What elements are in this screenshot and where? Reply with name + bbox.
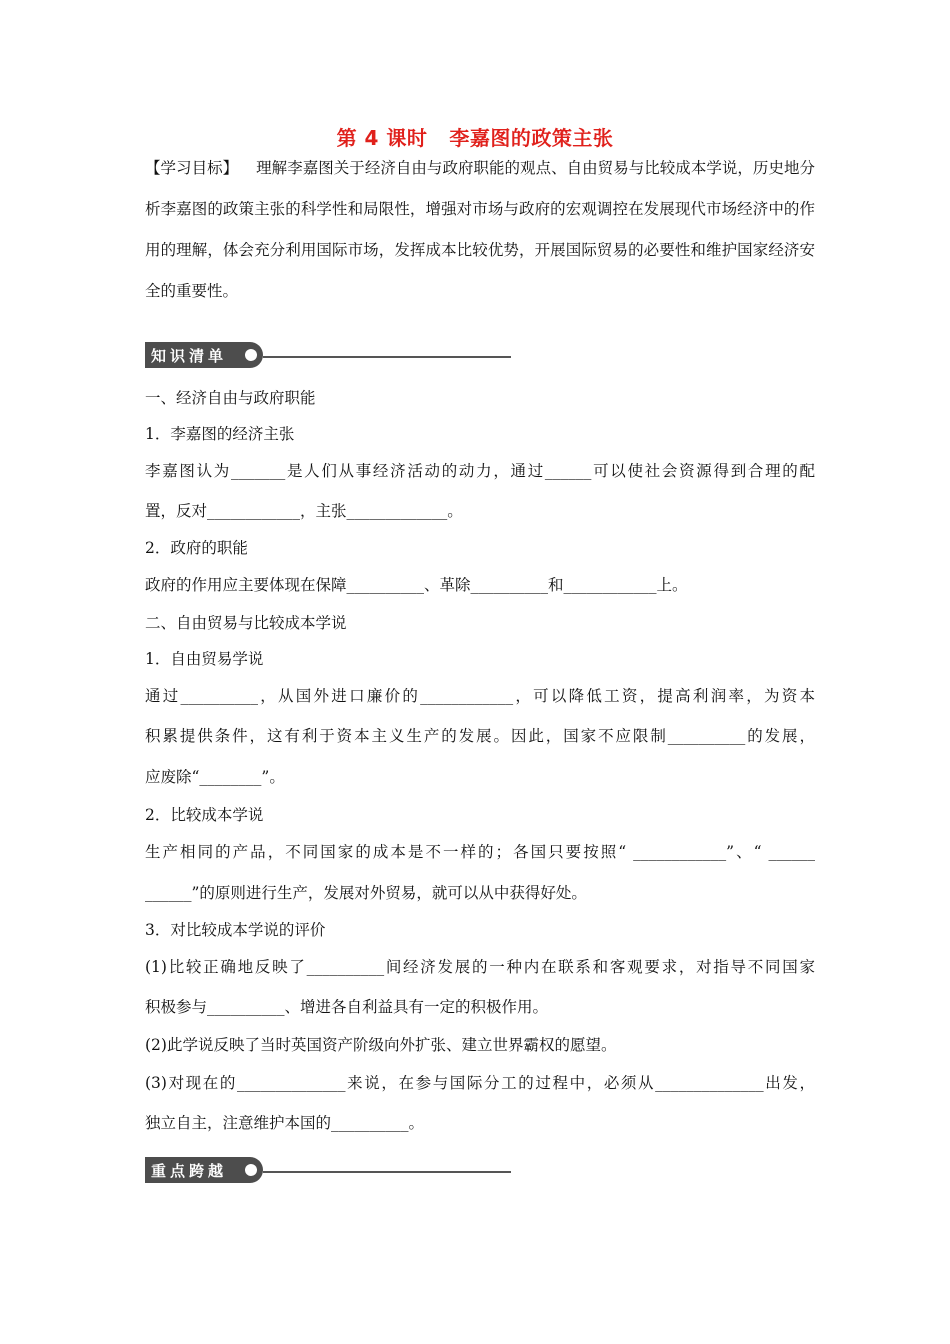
- subsection-heading: 2．政府的职能: [145, 539, 248, 557]
- fill-blank-line: 独立自主，注意维护本国的__________。: [145, 1114, 425, 1132]
- fill-blank-line: 积极参与__________、增进各自利益具有一定的积极作用。: [145, 998, 549, 1016]
- subsection-heading: 1．自由贸易学说: [145, 650, 264, 668]
- section-heading: 二、自由贸易与比较成本学说: [145, 614, 347, 632]
- banner-label: 重点跨越: [151, 1162, 228, 1180]
- learning-objectives: [145, 148, 815, 312]
- fill-blank-line: 政府的作用应主要体现在保障__________、革除__________和____________上。: [145, 576, 688, 594]
- circle-icon: [245, 349, 257, 361]
- circle-icon: [245, 1164, 257, 1176]
- fill-blank-line: 应废除“________”。: [145, 768, 285, 786]
- banner-rule: [263, 356, 511, 358]
- objectives-text: 理解李嘉图关于经济自由与政府职能的观点、自由贸易与比较成本学说，历史地分析李嘉图的政策主张的科学性和局限性，增强对市场与政府的宏观调控在发展现代市场经济中的作用的理解，体会充分利用国际市场，发挥成本比较优势，开展国际贸易的必要性和维护国家经济安全的重要性。: [145, 159, 815, 300]
- banner-box: [145, 1157, 263, 1183]
- fill-blank-line: 李嘉图认为_______是人们从事经济活动的动力，通过______可以使社会资源得到合理的配: [145, 462, 815, 480]
- subsection-heading: 3．对比较成本学说的评价: [145, 921, 326, 939]
- fill-blank-line: 生产相同的产品，不同国家的成本是不一样的；各国只要按照“ ____________”、“ ______: [145, 843, 815, 861]
- banner-label: 知识清单: [151, 347, 228, 365]
- banner-rule: [263, 1171, 511, 1173]
- fill-blank-line: 通过__________，从国外进口廉价的____________，可以降低工资，提高利润率，为资本: [145, 687, 815, 705]
- paragraph-line: (2)此学说反映了当时英国资产阶级向外扩张、建立世界霸权的愿望。: [145, 1036, 617, 1054]
- banner-box: [145, 342, 263, 368]
- subsection-heading: 1．李嘉图的经济主张: [145, 425, 295, 443]
- title-lesson-number: 第 4 课时: [336, 126, 428, 150]
- page-title: [0, 122, 950, 151]
- fill-blank-line: (1)比较正确地反映了__________间经济发展的一种内在联系和客观要求，对指导不同国家: [145, 958, 815, 976]
- fill-blank-line: (3)对现在的______________来说，在参与国际分工的过程中，必须从______________出发，: [145, 1074, 815, 1092]
- section-heading: 一、经济自由与政府职能: [145, 389, 316, 407]
- key-points-banner: [145, 1157, 511, 1183]
- fill-blank-line: ______”的原则进行生产，发展对外贸易，就可以从中获得好处。: [145, 884, 587, 902]
- objectives-tag: 【学习目标】: [145, 159, 239, 177]
- subsection-heading: 2．比较成本学说: [145, 806, 264, 824]
- title-lesson-name: 李嘉图的政策主张: [449, 126, 614, 150]
- fill-blank-line: 积累提供条件，这有利于资本主义生产的发展。因此，国家不应限制__________的发展，: [145, 727, 815, 745]
- knowledge-list-banner: [145, 342, 511, 368]
- fill-blank-line: 置，反对____________，主张_____________。: [145, 502, 463, 520]
